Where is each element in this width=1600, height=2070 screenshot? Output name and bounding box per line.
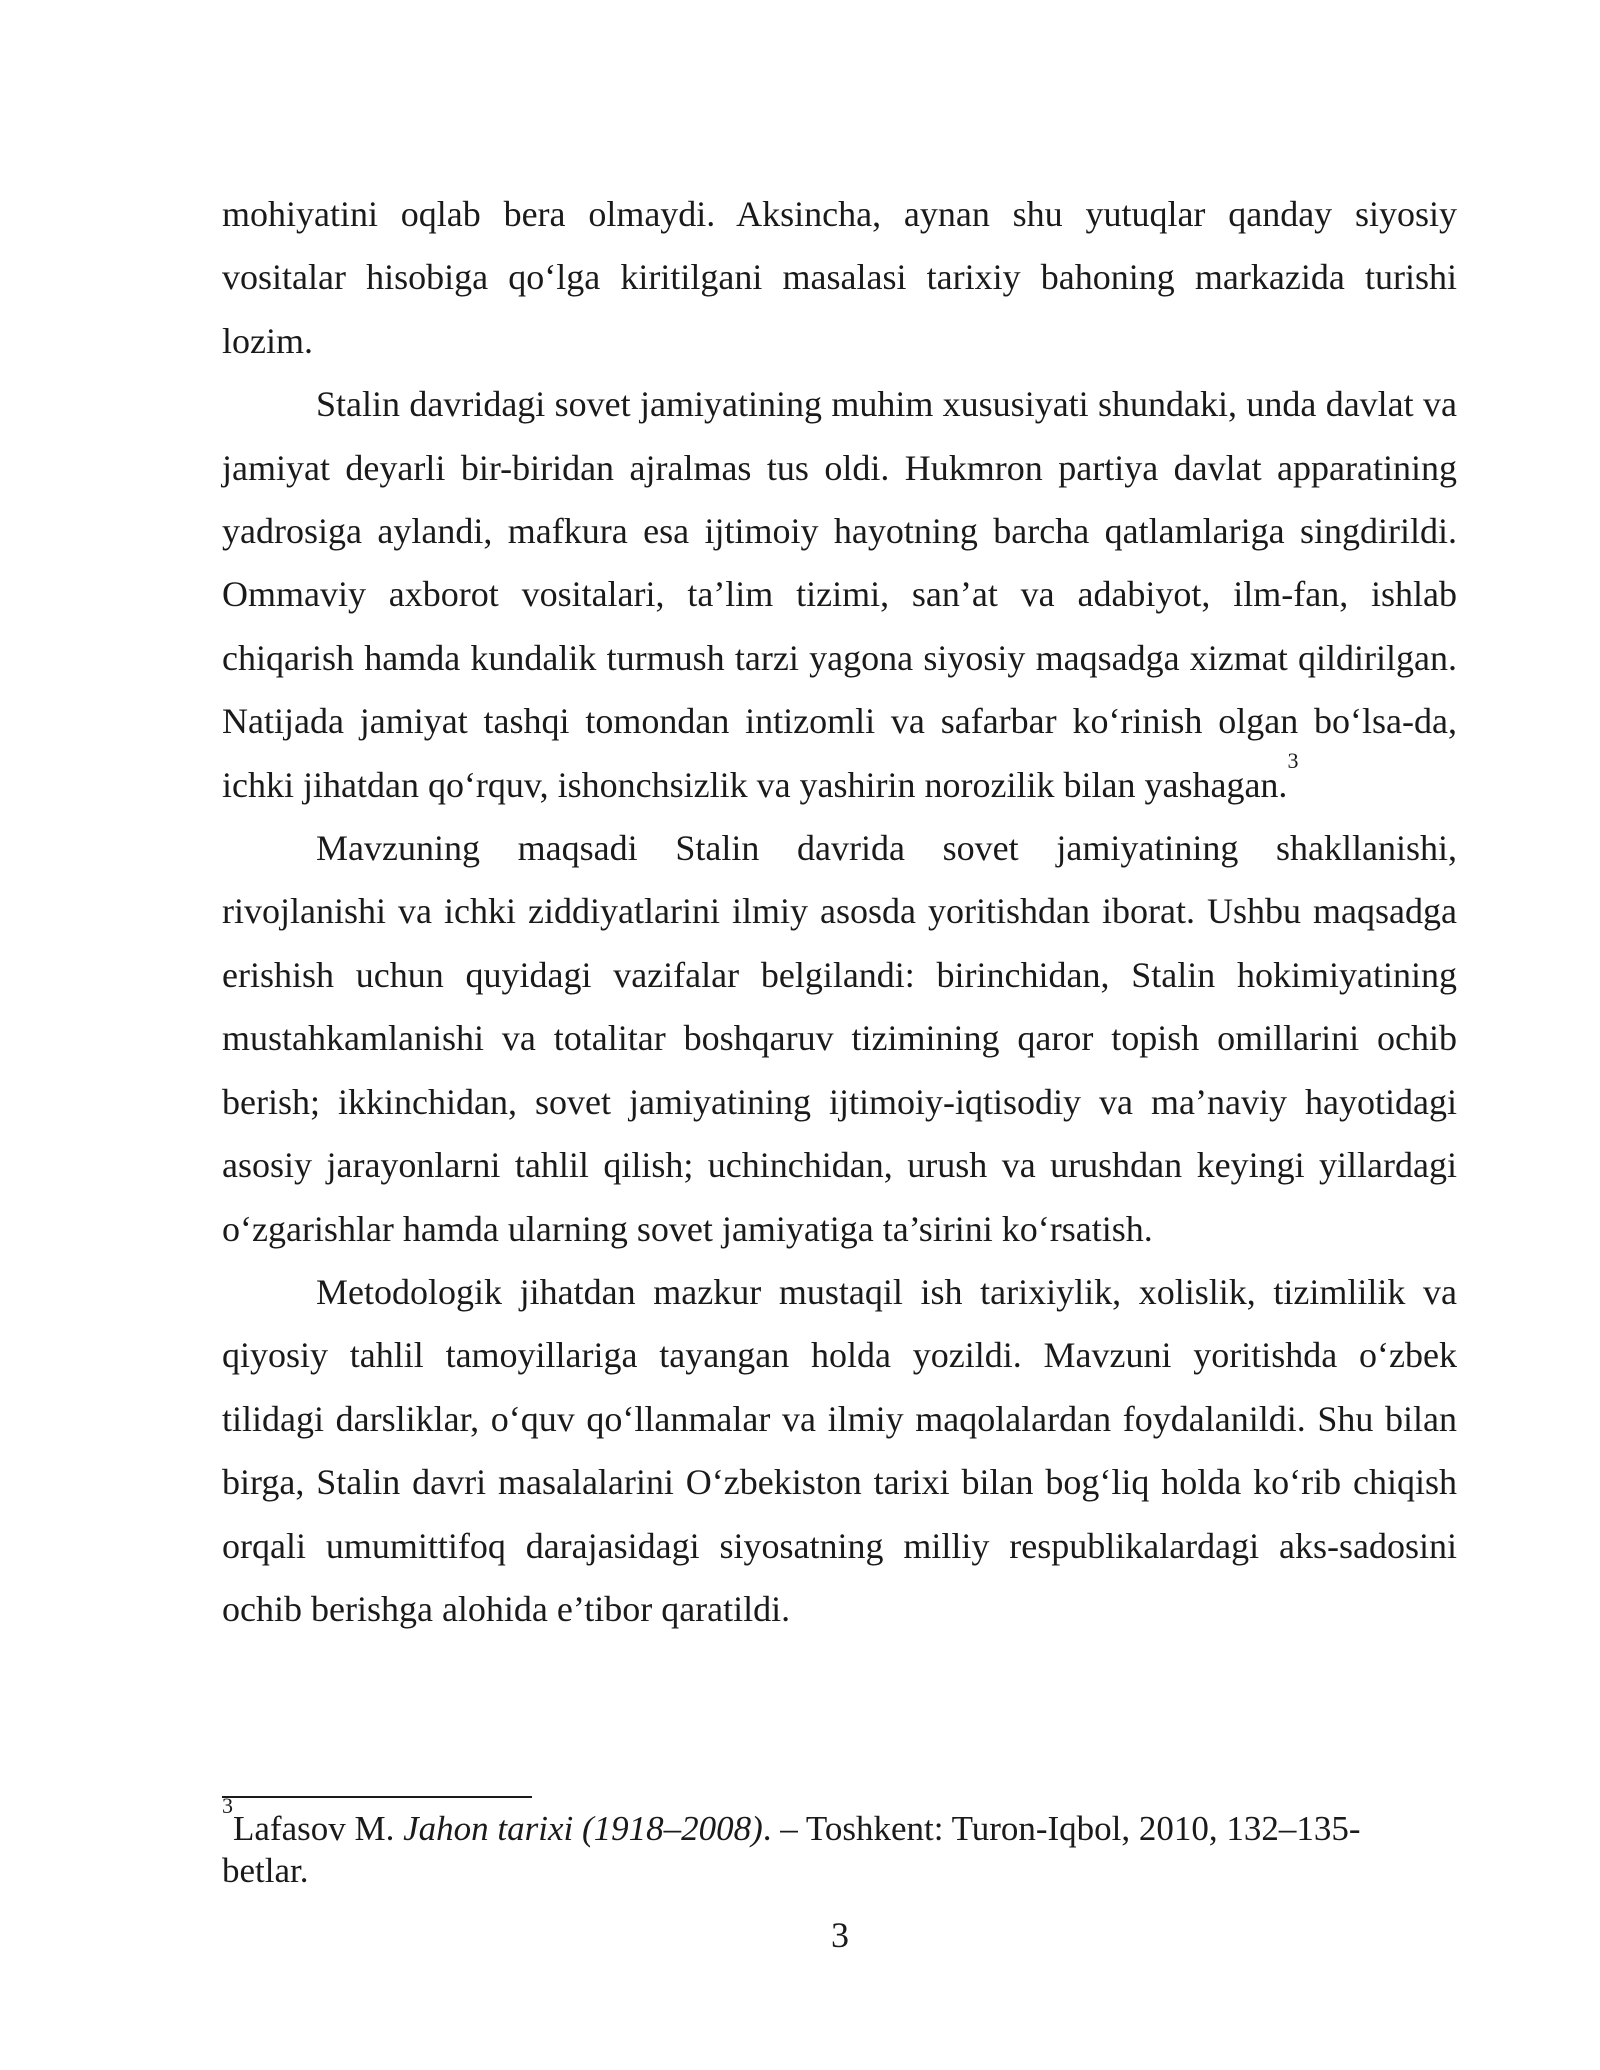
- paragraph-1-text: mohiyatini oqlab bera olmaydi. Aksincha, aynan shu yutuqlar qanday siyosiy vositalar hisobiga qo‘lga kiritilgani masalasi tarixiy bahoning markazida turishi lozim.: [222, 194, 1457, 361]
- footnote: [222, 1793, 1442, 1892]
- paragraph-4: [222, 1261, 1457, 1641]
- paragraph-3-text: Mavzuning maqsadi Stalin davrida sovet jamiyatining shakllanishi, rivojlanishi va ichki ziddiyatlarini ilmiy asosda yoritishdan iborat. Ushbu maqsadga erishish uchun quyidagi vazifalar belgilandi: birinchidan, Stalin hokimiyatining mustahkamlanishi va totalitar boshqaruv tizimining qaror topish omillarini ochib berish; ikkinchidan, sovet jamiyatining ijtimoiy-iqtisodiy va ma’naviy hayotidagi asosiy jarayonlarni tahlil qilish; uchinchidan, urush va urushdan keyingi yillardagi o‘zgarishlar hamda ularning sovet jamiyatiga ta’sirini ko‘rsatish.: [222, 828, 1457, 1249]
- paragraph-4-text: Metodologik jihatdan mazkur mustaqil ish tarixiylik, xolislik, tizimlilik va qiyosiy tahlil tamoyillariga tayangan holda yozildi. Mavzuni yoritishda o‘zbek tilidagi darsliklar, o‘quv qo‘llanmalar va ilmiy maqolalardan foydalanildi. Shu bilan birga, Stalin davri masalalarini O‘zbekiston tarixi bilan bog‘liq holda ko‘rib chiqish orqali umumittifoq darajasidagi siyosatning milliy respublikalardagi aks-sadosini ochib berishga alohida e’tibor qaratildi.: [222, 1271, 1457, 1629]
- paragraph-2: [222, 373, 1457, 817]
- body-text: [222, 183, 1457, 1641]
- footnote-citation: . – Toshkent: Turon-Iqbol, 2010, 132–135-betlar.: [222, 1809, 1361, 1890]
- footnote-separator: [222, 1796, 532, 1798]
- paragraph-2-text: Stalin davridagi sovet jamiyatining muhim xususiyati shundaki, unda davlat va jamiyat deyarli bir-biridan ajralmas tus oldi. Hukmron partiya davlat apparatining yadrosiga aylandi, mafkura esa ijtimoiy hayotning barcha qatlamlariga singdirildi. Ommaviy axborot vositalari, ta’lim tizimi, san’at va adabiyot, ilm-fan, ishlab chiqarish hamda kundalik turmush tarzi yagona siyosiy maqsadga xizmat qildirilgan. Natijada jamiyat tashqi tomondan intizomli va safarbar ko‘rinish olgan bo‘lsa-da, ichki jihatdan qo‘rquv, ishonchsizlik va yashirin norozilik bilan yashagan.: [222, 384, 1457, 805]
- paragraph-1: [222, 183, 1457, 373]
- footnote-author: Lafasov M.: [233, 1809, 404, 1848]
- page-number: 3: [831, 1915, 849, 1955]
- footnote-title: Jahon tarixi (1918–2008): [403, 1809, 763, 1848]
- footnote-reference[interactable]: 3: [1287, 747, 1299, 773]
- paragraph-3: [222, 817, 1457, 1261]
- footnote-number: 3: [222, 1793, 233, 1819]
